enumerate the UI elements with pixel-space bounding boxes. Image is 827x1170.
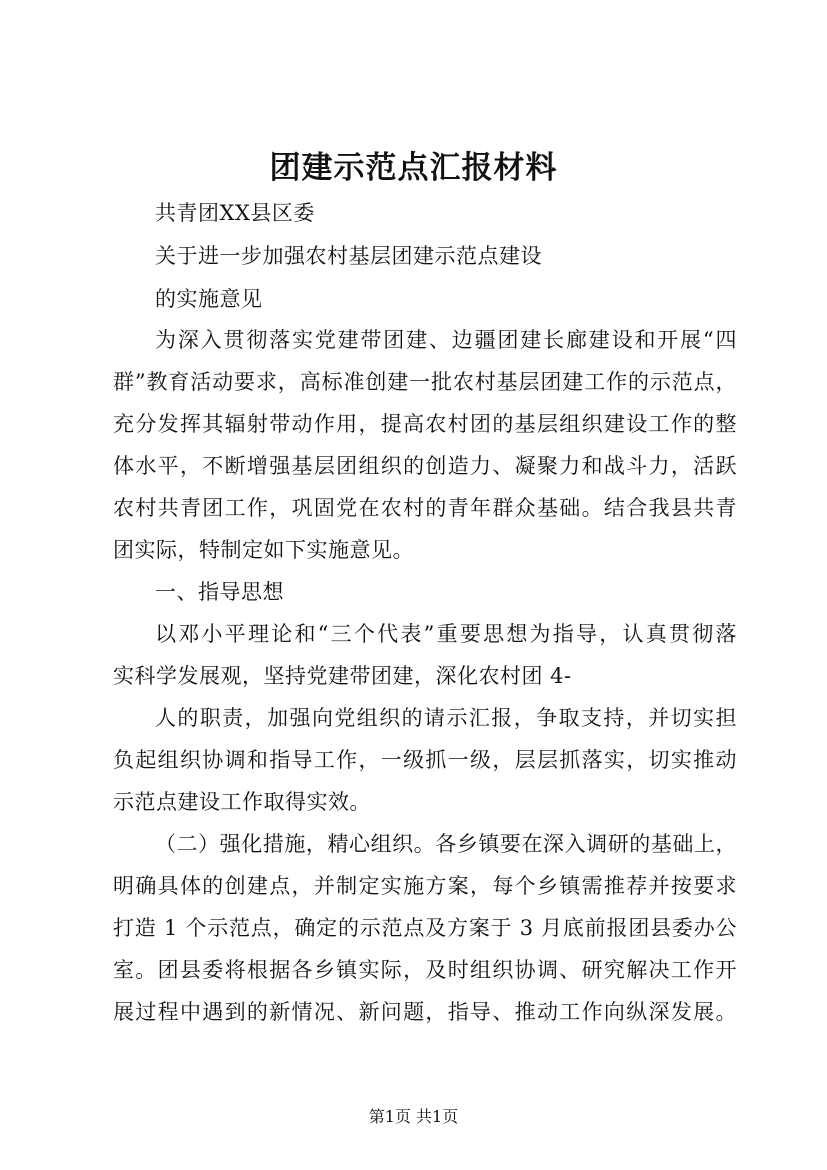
- paragraph-line: 实科学发展观，坚持党建带团建，深化农村团 4-: [113, 664, 572, 688]
- paragraph-line: （二）强化措施，精心组织。各乡镇要在深入调研的基础上，: [155, 832, 737, 856]
- paragraph-line: 负起组织协调和指导工作，一级抓一级，层层抓落实，切实推动: [113, 748, 737, 772]
- paragraph-line: 群”教育活动要求，高标准创建一批农村基层团建工作的示范点，: [113, 370, 737, 394]
- paragraph-line: 示范点建设工作取得实效。: [113, 790, 371, 814]
- paragraph-line: 团实际，特制定如下实施意见。: [113, 538, 414, 562]
- section-heading: 一、指导思想: [155, 580, 284, 604]
- paragraph-line: 室。团县委将根据各乡镇实际，及时组织协调、研究解决工作开: [113, 958, 737, 982]
- issuer-line: 共青团XX县区委: [155, 201, 315, 225]
- paragraph-line: 体水平，不断增强基层团组织的创造力、凝聚力和战斗力，活跃: [113, 454, 737, 478]
- document-title: 团建示范点汇报材料: [269, 150, 558, 186]
- paragraph-line: 以邓小平理论和“三个代表”重要思想为指导，认真贯彻落: [155, 622, 737, 646]
- subject-line: 关于进一步加强农村基层团建示范点建设: [155, 244, 542, 268]
- subject-line-continued: 的实施意见: [155, 287, 263, 311]
- paragraph-line: 农村共青团工作，巩固党在农村的青年群众基础。结合我县共青: [113, 496, 737, 520]
- paragraph-line: 充分发挥其辐射带动作用，提高农村团的基层组织建设工作的整: [113, 412, 737, 436]
- paragraph-line: 展过程中遇到的新情况、新问题，指导、推动工作向纵深发展。: [113, 1000, 737, 1024]
- paragraph-line: 明确具体的创建点，并制定实施方案，每个乡镇需推荐并按要求: [113, 874, 737, 898]
- paragraph-line: 为深入贯彻落实党建带团建、边疆团建长廊建设和开展“四: [155, 328, 737, 352]
- page-number-footer: 第1页 共1页: [368, 1107, 459, 1126]
- paragraph-line: 打造 1 个示范点，确定的示范点及方案于 3 月底前报团县委办公: [113, 916, 737, 940]
- paragraph-line: 人的职责，加强向党组织的请示汇报，争取支持，并切实担: [155, 706, 737, 730]
